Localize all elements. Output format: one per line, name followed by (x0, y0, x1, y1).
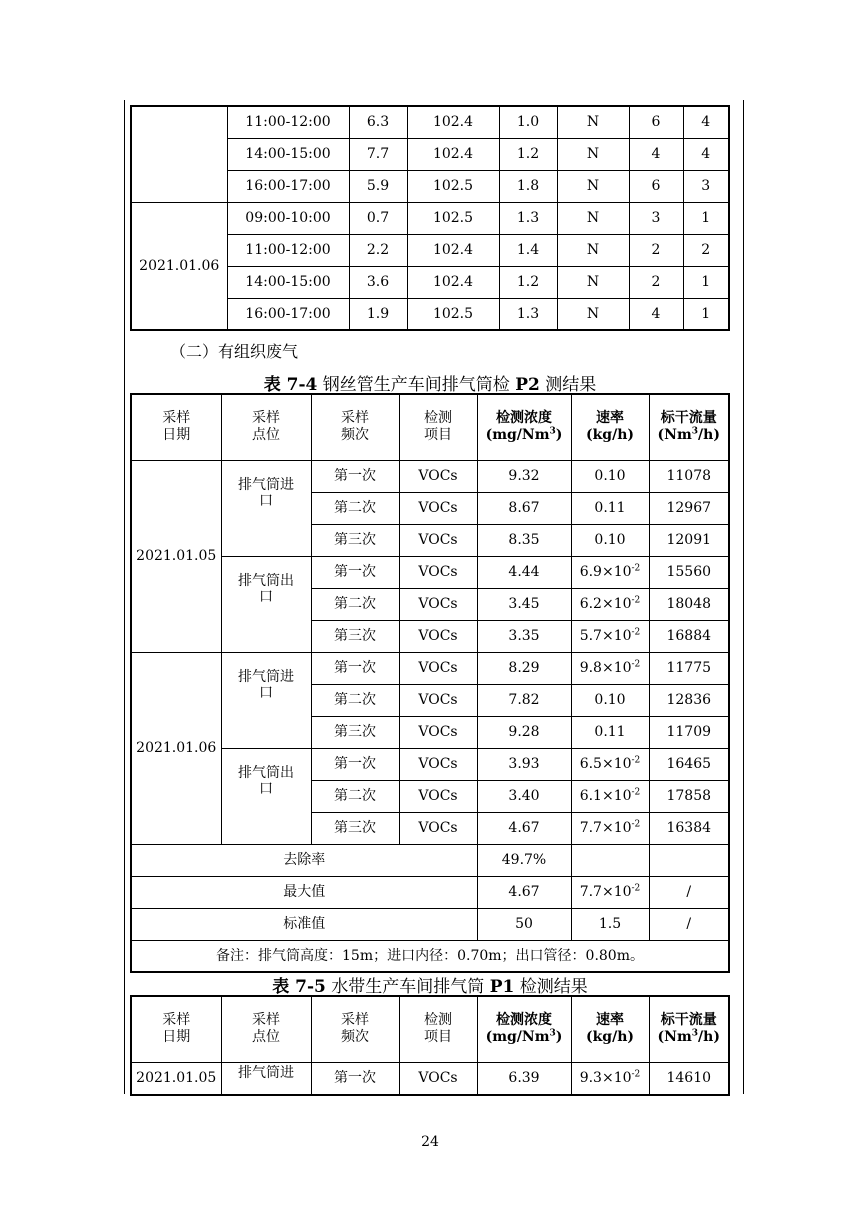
note-row (131, 940, 729, 972)
rate-value: 7.7×10 (579, 884, 632, 900)
rate-value: 0.10 (594, 468, 626, 484)
concentration-cell: 4.44 (477, 556, 571, 588)
rate-cell (571, 844, 649, 876)
table-row (131, 652, 729, 684)
flow-cell: / (649, 908, 729, 940)
concentration-cell: 6.39 (477, 1062, 571, 1095)
column-header (571, 394, 649, 460)
point-name: 口 (259, 684, 273, 701)
item-cell: VOCs (399, 460, 477, 492)
summary-label: 去除率 (131, 844, 477, 876)
header-row (131, 996, 729, 1062)
exponent: -2 (631, 787, 641, 798)
table-cell: 1 (683, 266, 729, 298)
header-line: 项目 (424, 1029, 452, 1046)
frequency-cell: 第一次 (311, 748, 399, 780)
concentration-cell: 9.28 (477, 716, 571, 748)
exponent: -2 (631, 563, 641, 574)
header-line: (Nm (657, 1029, 692, 1046)
rate-value: 7.7×10 (579, 820, 632, 836)
rate-value: 5.7×10 (579, 628, 632, 644)
table-cell: 4 (683, 106, 729, 138)
concentration-cell: 3.35 (477, 620, 571, 652)
table-7-4-caption: 表 7-4 钢丝管生产车间排气筒检 P2 测结果 (263, 375, 597, 395)
header-line: 点位 (252, 1029, 280, 1046)
rate-value: 1.5 (598, 916, 622, 932)
frequency-cell: 第三次 (311, 716, 399, 748)
table-cell: 1.3 (499, 202, 557, 234)
frequency-cell: 第三次 (311, 620, 399, 652)
rate-cell (571, 620, 649, 652)
exponent: -2 (631, 659, 641, 670)
rate-cell (571, 716, 649, 748)
flow-cell: 16384 (649, 812, 729, 844)
header-line: 标干流量 (660, 1012, 717, 1029)
rate-cell (571, 652, 649, 684)
item-cell: VOCs (399, 716, 477, 748)
table-cell: 102.4 (407, 106, 499, 138)
table-cell: 3.6 (349, 266, 407, 298)
table-cell: 6 (629, 106, 683, 138)
table-row (131, 460, 729, 492)
table-cell: 6.3 (349, 106, 407, 138)
rate-value: 0.11 (594, 724, 626, 740)
header-line: 速率 (596, 1012, 624, 1029)
column-header (649, 394, 729, 460)
date-cell: 2021.01.05 (131, 460, 221, 652)
table-cell: 102.5 (407, 298, 499, 330)
rate-value: 9.3×10 (579, 1070, 632, 1087)
header-line: /h) (698, 1029, 720, 1046)
table-cell: N (557, 298, 629, 330)
header-line: (kg/h) (585, 427, 635, 444)
concentration-cell: 4.67 (477, 812, 571, 844)
rate-cell (571, 460, 649, 492)
point-name: 口 (259, 588, 273, 605)
note-cell: 备注：排气筒高度：15m；进口内径：0.70m；出口管径：0.80m。 (131, 940, 729, 972)
date-cell: 2021.01.06 (131, 202, 227, 330)
exponent: -2 (631, 883, 641, 894)
rate-cell (571, 492, 649, 524)
flow-cell: / (649, 876, 729, 908)
header-row (131, 394, 729, 460)
concentration-cell: 4.67 (477, 876, 571, 908)
rate-value: 0.11 (594, 500, 626, 516)
table-cell: 5.9 (349, 170, 407, 202)
exponent: 3 (549, 426, 556, 437)
header-line: 频次 (341, 427, 369, 444)
table-cell: 2 (629, 234, 683, 266)
rate-cell (571, 588, 649, 620)
date-cell: 2021.01.05 (131, 1062, 221, 1095)
summary-label: 最大值 (131, 876, 477, 908)
item-cell: VOCs (399, 812, 477, 844)
point-name: 排气筒出 (238, 572, 294, 589)
item-cell: VOCs (399, 492, 477, 524)
section-heading: （二）有组织废气 (170, 342, 299, 361)
header-line: 采样 (162, 1012, 191, 1029)
table-cell: 1.3 (499, 298, 557, 330)
table-cell: 0.7 (349, 202, 407, 234)
flow-cell: 11078 (649, 460, 729, 492)
rate-cell (571, 876, 649, 908)
concentration-cell: 49.7% (477, 844, 571, 876)
table-cell: 7.7 (349, 138, 407, 170)
point-name: 口 (259, 492, 273, 509)
table-cell: 1.8 (499, 170, 557, 202)
point-cell (221, 460, 311, 556)
item-cell: VOCs (399, 588, 477, 620)
point-name: 排气筒进 (238, 476, 294, 493)
table-cell: 1 (683, 202, 729, 234)
table-cell: N (557, 266, 629, 298)
header-line: 日期 (162, 1029, 191, 1046)
frequency-cell: 第一次 (311, 460, 399, 492)
frequency-cell: 第一次 (311, 1062, 399, 1095)
point-cell (221, 748, 311, 844)
summary-row (131, 844, 729, 876)
table-cell: 3 (629, 202, 683, 234)
table-cell: 102.5 (407, 202, 499, 234)
frequency-cell: 第一次 (311, 652, 399, 684)
header-line: 采样 (162, 410, 191, 427)
table-cell: 16:00-17:00 (227, 298, 349, 330)
item-cell: VOCs (399, 748, 477, 780)
column-header (571, 996, 649, 1062)
header-line: /h) (698, 427, 720, 444)
table-cell: 2 (683, 234, 729, 266)
exponent: -2 (631, 595, 641, 606)
header-line: 采样 (341, 1012, 369, 1029)
rate-cell (571, 748, 649, 780)
flow-cell: 16884 (649, 620, 729, 652)
column-header (311, 996, 399, 1062)
item-cell: VOCs (399, 556, 477, 588)
rate-cell (571, 684, 649, 716)
table-row (131, 748, 729, 780)
flow-cell: 15560 (649, 556, 729, 588)
flow-cell: 12967 (649, 492, 729, 524)
table-cell: 102.5 (407, 170, 499, 202)
table-cell: 1.9 (349, 298, 407, 330)
flow-cell: 12091 (649, 524, 729, 556)
meteorology-table (130, 105, 730, 331)
point-name: 排气筒出 (238, 764, 294, 781)
concentration-cell: 3.45 (477, 588, 571, 620)
flow-cell: 14610 (649, 1062, 729, 1095)
table-cell: 14:00-15:00 (227, 266, 349, 298)
table-cell: 1 (683, 298, 729, 330)
flow-cell: 11775 (649, 652, 729, 684)
table-cell: 102.4 (407, 138, 499, 170)
exponent: 3 (691, 1028, 699, 1039)
page-number: 24 (421, 1134, 439, 1150)
table-cell: 1.2 (499, 138, 557, 170)
header-line: (kg/h) (585, 1029, 635, 1046)
table-cell: 1.2 (499, 266, 557, 298)
table-cell: 102.4 (407, 266, 499, 298)
concentration-cell: 8.35 (477, 524, 571, 556)
point-name: 排气筒进 (238, 1064, 294, 1081)
table-cell: 4 (683, 138, 729, 170)
flow-cell: 18048 (649, 588, 729, 620)
rate-value: 6.5×10 (579, 756, 632, 772)
table-cell: 1.4 (499, 234, 557, 266)
header-line: 检测浓度 (496, 1012, 552, 1029)
rate-value: 6.2×10 (579, 596, 632, 612)
column-header (131, 996, 221, 1062)
column-header (399, 996, 477, 1062)
exponent: -2 (631, 1069, 641, 1080)
header-line: 速率 (596, 410, 624, 427)
frequency-cell: 第三次 (311, 812, 399, 844)
exponent: -2 (631, 755, 641, 766)
rate-value: 6.9×10 (579, 564, 632, 580)
rate-value: 0.10 (594, 692, 626, 708)
concentration-cell: 7.82 (477, 684, 571, 716)
rate-cell (571, 780, 649, 812)
column-header (131, 394, 221, 460)
table-row (131, 106, 729, 138)
table-row (131, 1062, 729, 1095)
table-7-5 (130, 995, 730, 1096)
header-line: 日期 (162, 427, 191, 444)
table-cell: 3 (683, 170, 729, 202)
frequency-cell: 第二次 (311, 684, 399, 716)
header-line: 标干流量 (660, 410, 717, 427)
exponent: -2 (631, 627, 641, 638)
concentration-cell: 9.32 (477, 460, 571, 492)
column-header (477, 996, 571, 1062)
summary-row (131, 876, 729, 908)
exponent: -2 (631, 819, 641, 830)
point-name: 口 (259, 780, 273, 797)
frequency-cell: 第二次 (311, 492, 399, 524)
concentration-cell: 50 (477, 908, 571, 940)
summary-row (131, 908, 729, 940)
concentration-cell: 3.93 (477, 748, 571, 780)
column-header (221, 996, 311, 1062)
table-cell: 4 (629, 298, 683, 330)
rate-cell (571, 556, 649, 588)
date-cell: 2021.01.06 (131, 652, 221, 844)
point-cell (221, 1062, 311, 1095)
date-cell (131, 106, 227, 202)
table-7-4 (130, 393, 730, 973)
header-line: ) (555, 1029, 563, 1046)
header-line: 项目 (424, 427, 452, 444)
table-cell: 6 (629, 170, 683, 202)
point-cell (221, 652, 311, 748)
rate-value: 9.8×10 (579, 660, 632, 676)
flow-cell: 16465 (649, 748, 729, 780)
table-cell: 09:00-10:00 (227, 202, 349, 234)
header-line: 检测 (424, 1012, 452, 1029)
point-name: 排气筒进 (238, 668, 294, 685)
header-line: 点位 (252, 427, 280, 444)
column-header (649, 996, 729, 1062)
rate-cell (571, 524, 649, 556)
table-cell: 11:00-12:00 (227, 234, 349, 266)
table-row (131, 556, 729, 588)
column-header (221, 394, 311, 460)
table-7-5-caption: 表 7-5 水带生产车间排气筒 P1 检测结果 (272, 977, 588, 997)
item-cell: VOCs (399, 1062, 477, 1095)
header-line: (mg/Nm (485, 1029, 550, 1046)
frequency-cell: 第一次 (311, 556, 399, 588)
concentration-cell: 8.67 (477, 492, 571, 524)
header-line: 检测 (424, 410, 452, 427)
header-line: 频次 (341, 1029, 369, 1046)
column-header (477, 394, 571, 460)
table-cell: N (557, 106, 629, 138)
header-line: 采样 (341, 410, 369, 427)
flow-cell: 12836 (649, 684, 729, 716)
rate-cell (571, 1062, 649, 1095)
point-cell (221, 556, 311, 652)
column-header (399, 394, 477, 460)
header-line: ) (555, 427, 563, 444)
frequency-cell: 第二次 (311, 780, 399, 812)
summary-label: 标准值 (131, 908, 477, 940)
frequency-cell: 第三次 (311, 524, 399, 556)
item-cell: VOCs (399, 652, 477, 684)
exponent: 3 (691, 426, 699, 437)
table-cell: 4 (629, 138, 683, 170)
header-line: 检测浓度 (496, 410, 552, 427)
column-header (311, 394, 399, 460)
table-cell: 102.4 (407, 234, 499, 266)
concentration-cell: 3.40 (477, 780, 571, 812)
header-line: 采样 (252, 410, 280, 427)
item-cell: VOCs (399, 780, 477, 812)
header-line: (mg/Nm (485, 427, 550, 444)
header-line: (Nm (657, 427, 692, 444)
table-cell: 1.0 (499, 106, 557, 138)
flow-cell: 11709 (649, 716, 729, 748)
table-cell: N (557, 234, 629, 266)
rate-value: 6.1×10 (579, 788, 632, 804)
header-line: 采样 (252, 1012, 280, 1029)
table-cell: N (557, 202, 629, 234)
table-row (131, 202, 729, 234)
rate-cell (571, 812, 649, 844)
frequency-cell: 第二次 (311, 588, 399, 620)
exponent: 3 (549, 1028, 556, 1039)
table-cell: N (557, 138, 629, 170)
table-cell: 2 (629, 266, 683, 298)
rate-cell (571, 908, 649, 940)
flow-cell: 17858 (649, 780, 729, 812)
item-cell: VOCs (399, 684, 477, 716)
table-cell: 2.2 (349, 234, 407, 266)
table-cell: N (557, 170, 629, 202)
rate-value: 0.10 (594, 532, 626, 548)
item-cell: VOCs (399, 620, 477, 652)
item-cell: VOCs (399, 524, 477, 556)
table-cell: 16:00-17:00 (227, 170, 349, 202)
table-cell: 11:00-12:00 (227, 106, 349, 138)
concentration-cell: 8.29 (477, 652, 571, 684)
flow-cell (649, 844, 729, 876)
table-cell: 14:00-15:00 (227, 138, 349, 170)
